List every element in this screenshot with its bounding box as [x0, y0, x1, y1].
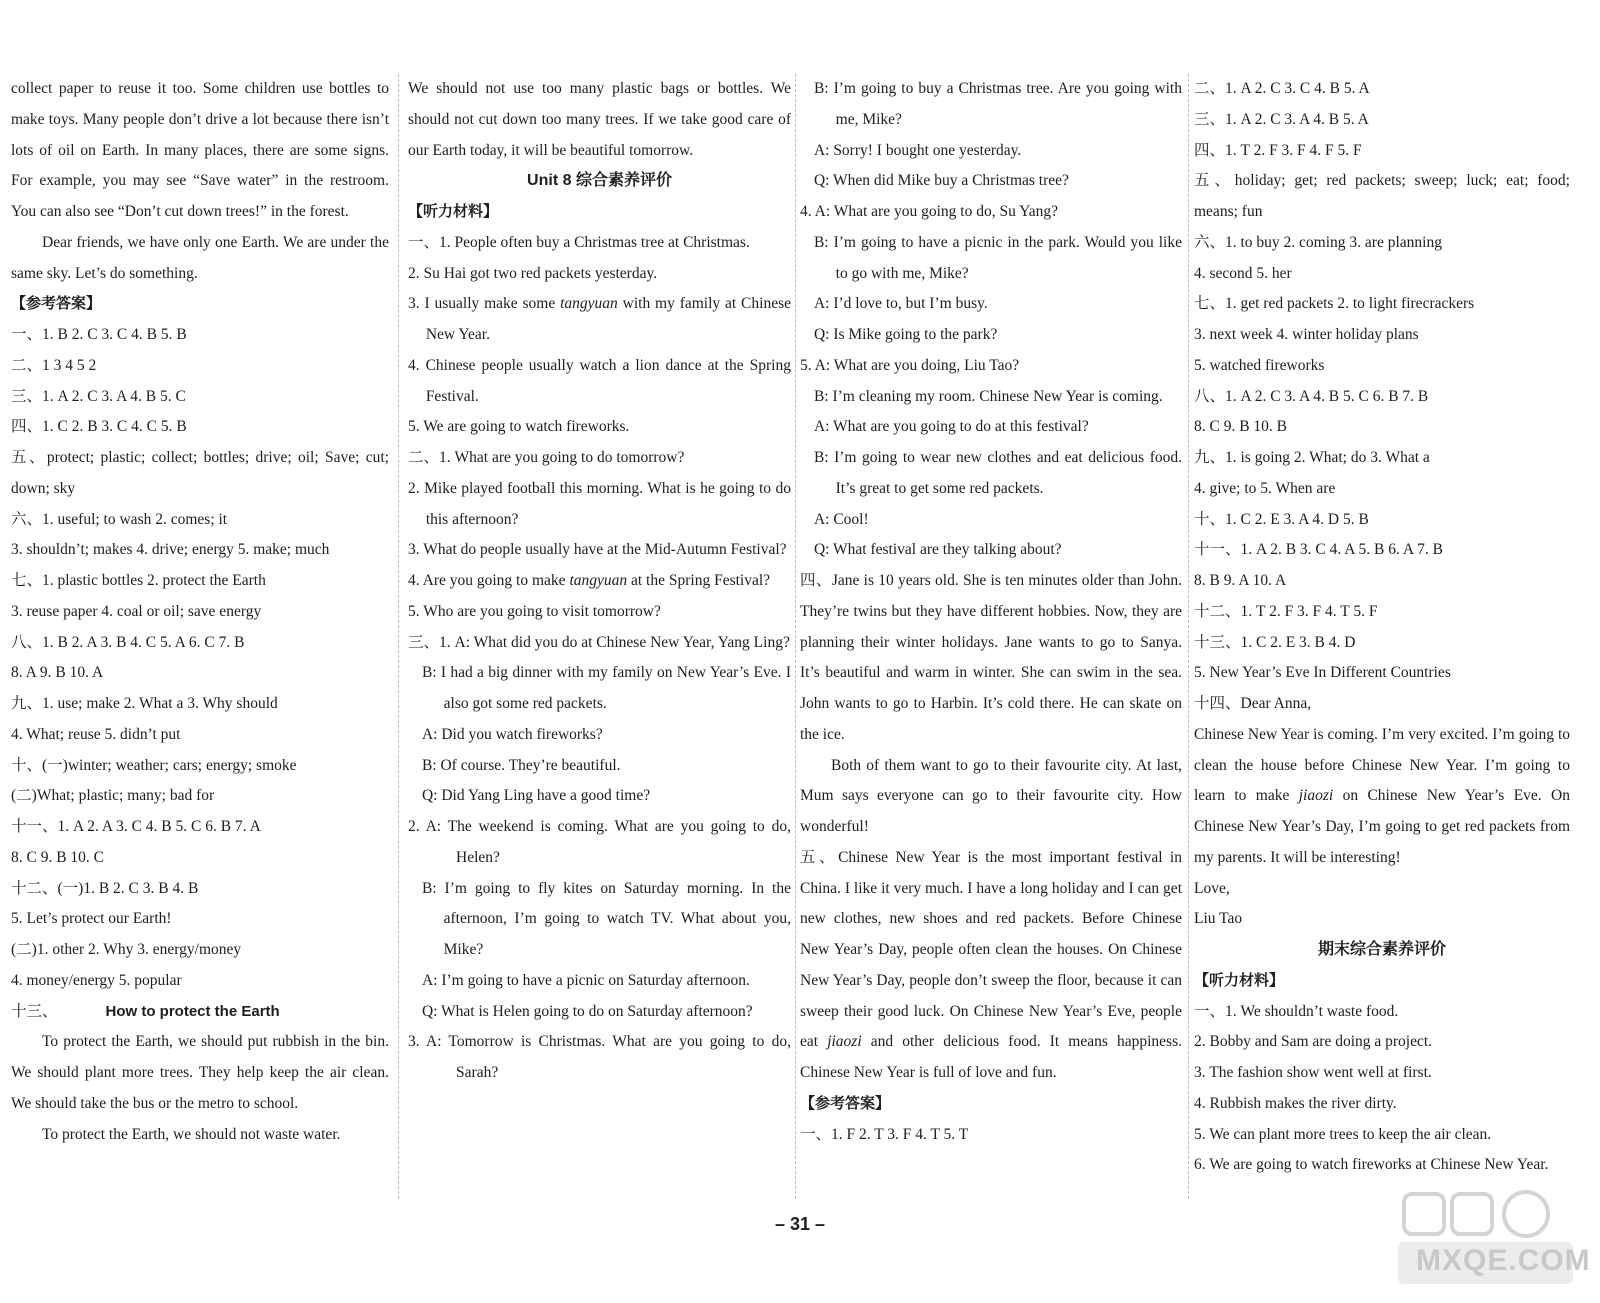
- section-header: 【参考答案】: [800, 1094, 891, 1112]
- text-line: 4. money/energy 5. popular: [11, 971, 182, 989]
- question-item: 2. Mike played football this morning. What is he going to do this afternoon?: [408, 479, 791, 528]
- text-line: 一、1. People often buy a Christmas tree at Christmas.: [408, 233, 750, 251]
- paragraph: Dear friends, we have only one Earth. We are under the same sky. Let’s do something.: [11, 233, 389, 282]
- dialogue-line: A: What are you going to do at this festival?: [813, 418, 1089, 436]
- text-line: 一、1. We shouldn’t waste food.: [1194, 1002, 1399, 1020]
- text-line: 十、(一)winter; weather; cars; energy; smoke: [11, 756, 297, 774]
- dialogue-line: A: Did you watch fireworks?: [421, 725, 603, 743]
- text-line: We should not use too many plastic bags or bottles. We should not cut down too many trees. If we take good care of our Earth today, it will be beautiful tomorrow.: [408, 80, 791, 159]
- dialogue-line: B: I’m going to wear new clothes and eat delicious food. It’s great to get some red packets.: [813, 449, 1182, 497]
- text-line: 七、1. plastic bottles 2. protect the Earth: [11, 572, 266, 589]
- dialogue-line: Q: What is Helen going to do on Saturday afternoon?: [421, 1002, 753, 1020]
- text-line: 2. Bobby and Sam are doing a project.: [1194, 1033, 1433, 1051]
- text-line: 3. next week 4. winter holiday plans: [1194, 326, 1419, 343]
- text-line: 三、1. A 2. C 3. A 4. B 5. C: [11, 387, 186, 405]
- text-line: 五、Chinese New Year is the most important festival in China. I like it very much. I have a long holiday and I can get new clothes, new shoes and red packets. Before Chinese New Year’s Day, people often clean the houses. On Chinese New Year’s Day, people don’t sweep the floor, because it can sweep their good luck. On Chinese New Year’s Eve, people eat jiaozi and other delicious food. It means happiness. Chinese New Year is full of love and fun.: [800, 848, 1182, 1081]
- text-line: 5. We are going to watch fireworks.: [408, 418, 630, 436]
- text-line: 八、1. B 2. A 3. B 4. C 5. A 6. C 7. B: [11, 633, 245, 651]
- paragraph: Both of them want to go to their favourite city. At last, Mum says everyone can go to their favourite city. How wonderful!: [800, 756, 1182, 835]
- dialogue-line: Q: Is Mike going to the park?: [813, 326, 998, 343]
- unit-title: 期末综合素养评价: [1317, 941, 1446, 958]
- text-column-1: [11, 74, 389, 1150]
- text-line: 二、1. A 2. C 3. C 4. B 5. A: [1194, 80, 1370, 97]
- text-line: collect paper to reuse it too. Some children use bottles to make toys. Many people don’t drive a lot because there isn’t lots of oil on Earth. In many places, there are some signs. For example, you may see “Save water” in the restroom. You can also see “Don’t cut down trees!” in the forest.: [11, 80, 389, 220]
- text-line: 5. watched fireworks: [1194, 356, 1325, 374]
- text-line: (二)What; plastic; many; bad for: [11, 787, 215, 805]
- text-line: 十一、1. A 2. B 3. C 4. A 5. B 6. A 7. B: [1194, 541, 1443, 559]
- question-item: 4. Are you going to make tangyuan at the Spring Festival?: [408, 572, 771, 589]
- dialogue-item: 2. A: The weekend is coming. What are you going to do, Helen?: [408, 818, 791, 866]
- text-line: 四、Jane is 10 years old. She is ten minutes older than John. They’re twins but they have different hobbies. Now, they are planning their winter holidays. Jane wants to go to Sanya. It’s beautiful and warm in winter. She can swim in the sea. John wants to go to Harbin. It’s cold there. He can skate on the ice.: [800, 572, 1182, 743]
- text-line: 4. A: What are you going to do, Su Yang?: [800, 203, 1059, 220]
- text-line: 一、1. F 2. T 3. F 4. T 5. T: [800, 1125, 969, 1143]
- text-line: Chinese New Year is coming. I’m very excited. I’m going to clean the house before Chinese New Year. I’m going to learn to make jiaozi on Chinese New Year’s Eve. On Chinese New Year’s Day, I’m going to get red packets from my parents. It will be interesting!: [1194, 725, 1570, 866]
- text-line: 一、1. B 2. C 3. C 4. B 5. B: [11, 326, 187, 343]
- text-line: 十、1. C 2. E 3. A 4. D 5. B: [1194, 510, 1369, 528]
- text-line: 5. A: What are you doing, Liu Tao?: [800, 356, 1020, 374]
- text-line: 二、1 3 4 5 2: [11, 356, 97, 374]
- section-header: 【听力材料】: [1194, 971, 1285, 989]
- section-header: 【听力材料】: [408, 203, 499, 220]
- text-line: 五、holiday; get; red packets; sweep; luck; eat; food; means; fun: [1194, 172, 1570, 220]
- dialogue-line: A: Cool!: [813, 510, 869, 528]
- text-line: 4. Rubbish makes the river dirty.: [1194, 1094, 1397, 1112]
- text-line: 五、protect; plastic; collect; bottles; drive; oil; Save; cut; down; sky: [11, 449, 389, 497]
- text-line: 4. second 5. her: [1194, 264, 1292, 282]
- text-line: 九、1. use; make 2. What a 3. Why should: [11, 695, 278, 712]
- text-line: 3. reuse paper 4. coal or oil; save energy: [11, 602, 262, 620]
- dialogue-item: 三、1. A: What did you do at Chinese New Year, Yang Ling?: [408, 633, 790, 651]
- text-line: Liu Tao: [1194, 910, 1243, 928]
- column-divider-3: [1188, 74, 1189, 1199]
- dialogue-line: A: I’d love to, but I’m busy.: [813, 295, 988, 313]
- text-line: 8. A 9. B 10. A: [11, 664, 104, 682]
- page-number: – 31 –: [774, 1214, 826, 1234]
- text-line: 3. The fashion show went well at first.: [1194, 1064, 1432, 1081]
- text-column-3: [800, 74, 1182, 1150]
- text-line: 七、1. get red packets 2. to light firecrackers: [1194, 295, 1475, 313]
- text-line: 2. Su Hai got two red packets yesterday.: [408, 264, 658, 282]
- text-line: 九、1. is going 2. What; do 3. What a: [1194, 449, 1430, 466]
- question-item: 3. What do people usually have at the Mid-Autumn Festival?: [408, 541, 787, 559]
- text-line: Love,: [1194, 879, 1230, 897]
- dialogue-line: A: I’m going to have a picnic on Saturday afternoon.: [421, 971, 750, 989]
- text-line: 8. B 9. A 10. A: [1194, 572, 1287, 589]
- text-line: 十一、1. A 2. A 3. C 4. B 5. C 6. B 7. A: [11, 818, 261, 835]
- text-line: 八、1. A 2. C 3. A 4. B 5. C 6. B 7. B: [1194, 387, 1429, 405]
- text-line: 六、1. to buy 2. coming 3. are planning: [1194, 233, 1442, 251]
- paragraph: To protect the Earth, we should put rubbish in the bin. We should plant more trees. They help keep the air clean. We should take the bus or the metro to school.: [11, 1033, 389, 1112]
- column-divider-2: [795, 74, 796, 1199]
- dialogue-line: B: I’m going to fly kites on Saturday morning. In the afternoon, I’m going to watch TV. What about you, Mike?: [421, 879, 791, 958]
- question-item: 3. I usually make some tangyuan with my family at Chinese New Year.: [408, 295, 791, 343]
- question-item: 6. We are going to watch fireworks at Chinese New Year.: [1194, 1156, 1549, 1174]
- column-divider-1: [398, 74, 399, 1199]
- dialogue-line: B: I’m going to have a picnic in the park. Would you like to go with me, Mike?: [813, 233, 1182, 282]
- text-line: [11, 997, 389, 1028]
- text-line: 4. give; to 5. When are: [1194, 479, 1336, 497]
- text-line: 十二、(一)1. B 2. C 3. B 4. B: [11, 879, 199, 897]
- text-line: (二)1. other 2. Why 3. energy/money: [11, 941, 242, 958]
- text-line: 3. shouldn’t; makes 4. drive; energy 5. make; much: [11, 541, 330, 559]
- watermark-text: MXQE.COM: [1416, 1244, 1591, 1277]
- dialogue-line: Q: Did Yang Ling have a good time?: [421, 787, 651, 805]
- text-line: 8. C 9. B 10. B: [1194, 418, 1288, 436]
- text-line: 5. Let’s protect our Earth!: [11, 910, 172, 928]
- text-line: 十二、1. T 2. F 3. F 4. T 5. F: [1194, 602, 1378, 620]
- text-line: 4. What; reuse 5. didn’t put: [11, 725, 181, 743]
- dialogue-line: Q: When did Mike buy a Christmas tree?: [813, 172, 1069, 190]
- text-column-4: [1194, 74, 1570, 1181]
- text-line: 四、1. C 2. B 3. C 4. C 5. B: [11, 418, 187, 436]
- unit-title: Unit 8 综合素养评价: [527, 172, 672, 190]
- dialogue-line: B: I had a big dinner with my family on New Year’s Eve. I also got some red packets.: [421, 664, 791, 712]
- dialogue-line: A: Sorry! I bought one yesterday.: [813, 141, 1022, 159]
- text-line: 二、1. What are you going to do tomorrow?: [408, 449, 685, 466]
- text-line: 5. Who are you going to visit tomorrow?: [408, 602, 661, 620]
- composition-title: How to protect the Earth: [105, 1002, 280, 1020]
- text-line: 十四、Dear Anna,: [1194, 695, 1312, 712]
- dialogue-line: B: I’m going to buy a Christmas tree. Are you going with me, Mike?: [813, 80, 1182, 128]
- section-header: 【参考答案】: [11, 295, 102, 313]
- question-item: 4. Chinese people usually watch a lion dance at the Spring Festival.: [408, 356, 791, 405]
- dialogue-line: B: Of course. They’re beautiful.: [421, 756, 621, 774]
- paragraph: To protect the Earth, we should not waste water.: [42, 1125, 341, 1143]
- section-number: 十三、: [11, 1002, 58, 1020]
- watermark: [1398, 1186, 1591, 1291]
- text-line: 8. C 9. B 10. C: [11, 848, 105, 866]
- dialogue-line: Q: What festival are they talking about?: [813, 541, 1062, 559]
- text-line: 5. We can plant more trees to keep the air clean.: [1194, 1125, 1492, 1143]
- text-line: 5. New Year’s Eve In Different Countries: [1194, 664, 1451, 682]
- text-line: 四、1. T 2. F 3. F 4. F 5. F: [1194, 141, 1362, 159]
- text-column-2: [408, 74, 791, 1089]
- text-line: 六、1. useful; to wash 2. comes; it: [11, 510, 228, 528]
- dialogue-item: 3. A: Tomorrow is Christmas. What are you going to do, Sarah?: [408, 1033, 791, 1081]
- dialogue-line: B: I’m cleaning my room. Chinese New Year is coming.: [813, 387, 1163, 405]
- text-line: 十三、1. C 2. E 3. B 4. D: [1194, 633, 1356, 651]
- text-line: 三、1. A 2. C 3. A 4. B 5. A: [1194, 110, 1369, 128]
